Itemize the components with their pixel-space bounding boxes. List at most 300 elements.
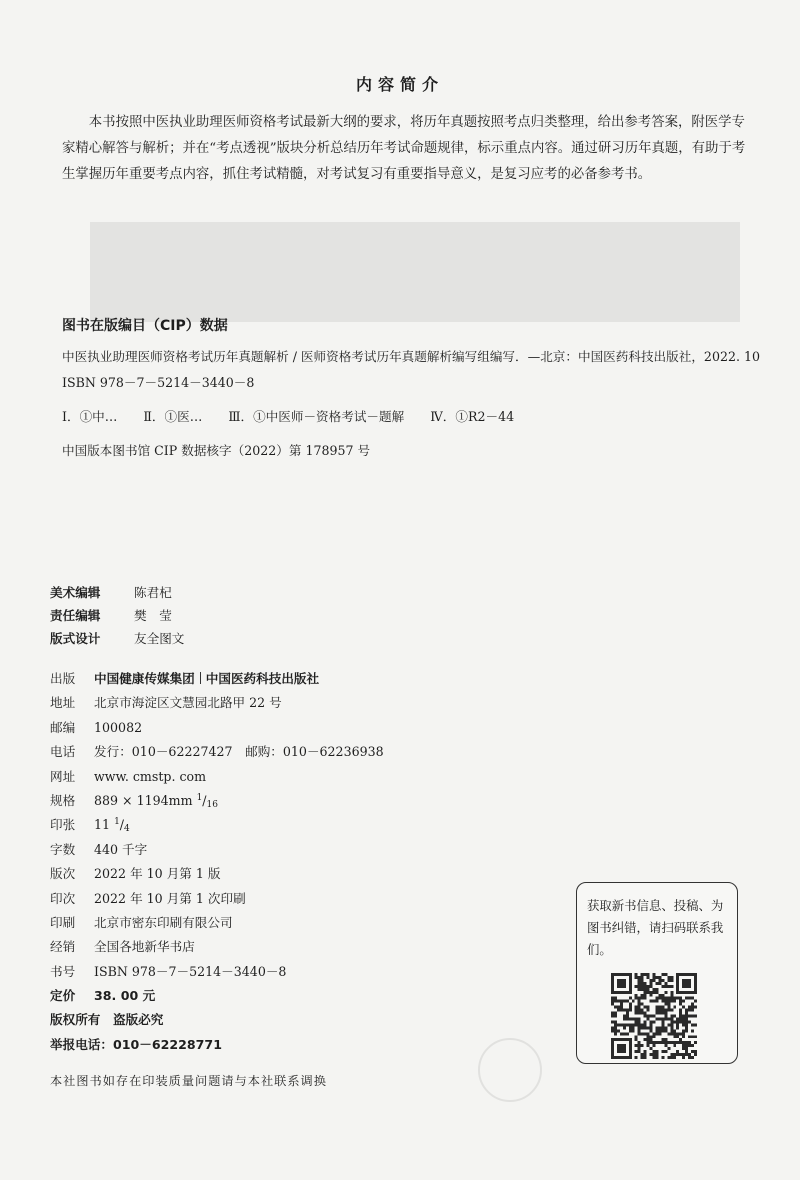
qr-module	[650, 985, 653, 988]
qr-module	[647, 1026, 650, 1029]
qr-module	[655, 982, 658, 985]
qr-module	[655, 1026, 658, 1029]
qr-module	[682, 1029, 685, 1032]
qr-module	[682, 1023, 685, 1026]
qr-module	[623, 1000, 626, 1003]
qr-module	[638, 1029, 641, 1032]
qr-module	[653, 1041, 656, 1044]
qr-module	[635, 1020, 638, 1023]
qr-module	[638, 1026, 641, 1029]
qr-module	[611, 997, 614, 1000]
publication-info	[50, 668, 384, 1058]
qr-module	[655, 988, 658, 991]
qr-module	[679, 1003, 682, 1006]
qr-module	[638, 1009, 641, 1012]
qr-module	[682, 1041, 685, 1044]
info-label: 定价	[50, 988, 76, 1004]
qr-module	[650, 1047, 653, 1050]
qr-module	[653, 1035, 656, 1038]
qr-module	[667, 1047, 670, 1050]
cip-category: Ⅰ．①中…	[62, 409, 118, 424]
cip-record-number: 中国版本图书馆 CIP 数据核字（2022）第 178957 号	[62, 443, 371, 458]
qr-module	[638, 979, 641, 982]
address-value: 北京市海淀区文慧园北路甲 22 号	[94, 695, 282, 711]
qr-module	[673, 1032, 676, 1035]
qr-module	[635, 1038, 638, 1041]
qr-module	[655, 1009, 658, 1012]
qr-module	[685, 1044, 688, 1047]
qr-module	[626, 1023, 629, 1026]
info-row-rights	[50, 1009, 384, 1033]
publisher-group: 中国健康传媒集团	[94, 671, 195, 686]
qr-module	[629, 1026, 632, 1029]
qr-module	[685, 997, 688, 1000]
qr-module	[664, 1044, 667, 1047]
qr-module	[691, 1035, 694, 1038]
qr-module	[661, 1038, 664, 1041]
distributor-value: 全国各地新华书店	[94, 939, 195, 955]
qr-module	[667, 1023, 670, 1026]
qr-module	[685, 1053, 688, 1056]
qr-module	[685, 1015, 688, 1018]
qr-module	[632, 1017, 635, 1020]
qr-module	[655, 1053, 658, 1056]
publisher-name: 中国医药科技出版社	[205, 671, 320, 686]
info-row-edition	[50, 863, 384, 887]
credit-value: 陈君杞	[134, 585, 172, 600]
qr-module	[679, 1012, 682, 1015]
qr-module	[641, 997, 644, 1000]
qr-module	[650, 1041, 653, 1044]
qr-module	[650, 994, 653, 997]
qr-text: 获取新书信息、投稿、为图书纠错，请扫码联系我们。	[587, 898, 724, 957]
qr-module	[670, 1041, 673, 1044]
qr-module	[653, 991, 656, 994]
qr-module	[661, 1017, 664, 1020]
qr-module	[653, 1020, 656, 1023]
qr-module	[670, 1029, 673, 1032]
info-row-postcode	[50, 717, 384, 741]
qr-module	[688, 1020, 691, 1023]
qr-module	[644, 988, 647, 991]
qr-module	[644, 1056, 647, 1059]
qr-module	[614, 1006, 617, 1009]
qr-module	[611, 1020, 614, 1023]
qr-module	[653, 979, 656, 982]
qr-module	[638, 1032, 641, 1035]
qr-module	[644, 994, 647, 997]
qr-module	[644, 1038, 647, 1041]
qr-module	[614, 1023, 617, 1026]
qr-module	[667, 1003, 670, 1006]
qr-module	[647, 1038, 650, 1041]
qr-module	[661, 1009, 664, 1012]
qr-module	[682, 1044, 685, 1047]
qr-module	[655, 976, 658, 979]
qr-module	[679, 1017, 682, 1020]
qr-module	[667, 1017, 670, 1020]
qr-module	[670, 1015, 673, 1018]
qr-module	[685, 1041, 688, 1044]
qr-module	[611, 1026, 614, 1029]
qr-module	[661, 994, 664, 997]
qr-module	[661, 985, 664, 988]
qr-module	[614, 1026, 617, 1029]
qr-module	[644, 1006, 647, 1009]
phone-value: 发行：010－62227427 邮购：010－62236938	[94, 744, 384, 760]
qr-module	[629, 1029, 632, 1032]
info-row-address	[50, 692, 384, 716]
qr-module	[623, 1032, 626, 1035]
sheets-fraction-numerator: 1	[114, 817, 120, 828]
qr-module	[682, 1035, 685, 1038]
qr-module	[655, 991, 658, 994]
qr-module	[691, 1044, 694, 1047]
info-label: 地址	[50, 695, 76, 711]
info-row-sheets: 印张 11 $^1/_4$	[50, 814, 384, 838]
qr-module	[661, 1029, 664, 1032]
qr-module	[638, 1017, 641, 1020]
qr-module	[629, 1009, 632, 1012]
qr-module	[670, 1017, 673, 1020]
info-row-publisher	[50, 668, 384, 692]
qr-module	[635, 976, 638, 979]
qr-module	[658, 994, 661, 997]
qr-module	[679, 1053, 682, 1056]
printer-value: 北京市密东印刷有限公司	[94, 914, 233, 930]
qr-module	[650, 1020, 653, 1023]
edition-value: 2022 年 10 月第 1 版	[94, 866, 221, 882]
qr-module	[623, 1009, 626, 1012]
qr-module	[670, 1000, 673, 1003]
footer-note: 本社图书如存在印装质量问题请与本社联系调换	[50, 1074, 327, 1088]
qr-module	[685, 1026, 688, 1029]
qr-module	[658, 982, 661, 985]
qr-module	[650, 979, 653, 982]
qr-module	[620, 1000, 623, 1003]
qr-module	[644, 1053, 647, 1056]
qr-module	[641, 1009, 644, 1012]
qr-module	[647, 1044, 650, 1047]
bleed-through-logo	[478, 1038, 542, 1102]
qr-module	[635, 1006, 638, 1009]
qr-module	[614, 1029, 617, 1032]
info-row-website	[50, 766, 384, 790]
qr-module	[650, 1015, 653, 1018]
qr-module	[635, 1044, 638, 1047]
qr-module	[632, 1029, 635, 1032]
qr-module	[655, 1000, 658, 1003]
info-label: 版次	[50, 866, 76, 882]
qr-module	[620, 1032, 623, 1035]
qr-module	[673, 1015, 676, 1018]
qr-module	[641, 988, 644, 991]
intro-title: 内容简介	[355, 75, 444, 94]
cip-categories	[62, 406, 536, 425]
info-row-price	[50, 985, 384, 1009]
qr-module	[667, 1041, 670, 1044]
credit-row	[50, 582, 184, 605]
qr-module	[647, 1017, 650, 1020]
qr-module	[644, 1026, 647, 1029]
qr-module	[670, 1026, 673, 1029]
qr-module	[635, 1009, 638, 1012]
qr-module	[658, 976, 661, 979]
qr-module	[638, 1041, 641, 1044]
qr-module	[647, 1035, 650, 1038]
qr-module	[647, 991, 650, 994]
qr-module	[658, 1009, 661, 1012]
qr-module	[670, 997, 673, 1000]
qr-module	[673, 997, 676, 1000]
qr-module	[626, 1000, 629, 1003]
qr-module	[679, 1038, 682, 1041]
info-row-distributor	[50, 936, 384, 960]
info-row-book-number	[50, 961, 384, 985]
qr-module	[691, 1056, 694, 1059]
qr-module	[653, 1056, 656, 1059]
qr-module	[670, 991, 673, 994]
qr-module	[635, 997, 638, 1000]
qr-module	[635, 1056, 638, 1059]
qr-module	[650, 991, 653, 994]
qr-module	[635, 1017, 638, 1020]
qr-module	[638, 997, 641, 1000]
qr-module	[647, 985, 650, 988]
qr-module	[679, 997, 682, 1000]
qr-module	[658, 1017, 661, 1020]
qr-module	[629, 997, 632, 1000]
cip-category: Ⅱ．①医…	[143, 409, 203, 424]
qr-module	[664, 1041, 667, 1044]
qr-module	[676, 1053, 679, 1056]
qr-module	[670, 1009, 673, 1012]
qr-module	[667, 979, 670, 982]
info-label: 电话	[50, 744, 76, 760]
qr-module	[653, 1032, 656, 1035]
qr-module	[676, 1026, 679, 1029]
qr-module	[611, 1003, 614, 1006]
qr-module	[682, 1015, 685, 1018]
qr-module	[661, 973, 664, 976]
qr-module	[667, 1009, 670, 1012]
qr-module	[626, 1012, 629, 1015]
qr-code-icon	[611, 973, 697, 1059]
qr-module	[682, 1006, 685, 1009]
qr-module	[655, 1032, 658, 1035]
qr-module	[658, 997, 661, 1000]
qr-module	[644, 1012, 647, 1015]
qr-module	[667, 1000, 670, 1003]
info-label: 规格	[50, 792, 76, 808]
qr-box	[576, 882, 738, 1064]
postcode-value: 100082	[94, 719, 143, 735]
qr-module	[658, 1026, 661, 1029]
qr-module	[676, 1020, 679, 1023]
qr-module	[691, 1003, 694, 1006]
price-value: 38. 00 元	[94, 988, 156, 1004]
qr-module	[644, 991, 647, 994]
qr-module	[688, 1041, 691, 1044]
qr-module	[641, 1026, 644, 1029]
qr-module	[664, 1050, 667, 1053]
qr-module	[638, 1012, 641, 1015]
qr-module	[667, 1032, 670, 1035]
format-fraction-numerator: 1	[196, 792, 203, 803]
qr-module	[694, 1050, 697, 1053]
qr-module	[682, 1020, 685, 1023]
qr-module	[661, 1050, 664, 1053]
qr-module	[679, 1032, 682, 1035]
qr-module	[664, 1000, 667, 1003]
qr-module	[688, 1006, 691, 1009]
qr-module	[688, 1053, 691, 1056]
qr-module	[623, 1015, 626, 1018]
qr-module	[638, 1000, 641, 1003]
qr-module	[661, 1041, 664, 1044]
bleed-through-band	[90, 222, 740, 322]
qr-module	[653, 976, 656, 979]
qr-module	[673, 1053, 676, 1056]
qr-module	[661, 979, 664, 982]
qr-module	[635, 1050, 638, 1053]
qr-module	[661, 1026, 664, 1029]
qr-module	[679, 1041, 682, 1044]
qr-module	[655, 1050, 658, 1053]
qr-module	[641, 1053, 644, 1056]
qr-module	[614, 1000, 617, 1003]
intro-body: 本书按照中医执业助理医师资格考试最新大纲的要求，将历年真题按照考点归类整理，给出参考答案，附医学专家精心解答与解析；并在“考点透视”版块分析总结历年考试命题规律，标示重点内容。通过研习历年真题，有助于考生掌握历年重要考点内容，抓住考试精髓，对考试复习有重要指导意义，是复习应考的必备参考书。	[62, 115, 746, 182]
info-label: 印张	[50, 817, 76, 833]
qr-module	[673, 1035, 676, 1038]
credit-row	[50, 605, 184, 628]
info-label: 书号	[50, 963, 76, 979]
qr-module	[638, 1044, 641, 1047]
qr-module	[638, 985, 641, 988]
separator	[200, 672, 201, 684]
info-label: 网址	[50, 768, 76, 784]
qr-module	[650, 1053, 653, 1056]
qr-module	[670, 979, 673, 982]
qr-module	[644, 997, 647, 1000]
qr-module	[682, 1047, 685, 1050]
qr-module	[685, 1009, 688, 1012]
qr-module	[661, 1000, 664, 1003]
credit-value: 樊 莹	[134, 608, 172, 623]
qr-module	[635, 994, 638, 997]
qr-module	[611, 1012, 614, 1015]
qr-module	[688, 1035, 691, 1038]
qr-module	[653, 1050, 656, 1053]
qr-module	[679, 1015, 682, 1018]
qr-module	[664, 1038, 667, 1041]
credit-label: 美术编辑	[50, 585, 101, 600]
qr-module	[647, 1006, 650, 1009]
qr-module	[670, 985, 673, 988]
qr-module	[664, 1003, 667, 1006]
qr-module	[688, 1015, 691, 1018]
qr-module	[626, 1032, 629, 1035]
qr-module	[661, 1006, 664, 1009]
qr-module	[623, 1023, 626, 1026]
qr-module	[673, 1041, 676, 1044]
qr-module	[664, 982, 667, 985]
qr-module	[658, 1029, 661, 1032]
qr-module	[653, 973, 656, 976]
qr-module	[611, 1029, 614, 1032]
qr-module	[694, 1006, 697, 1009]
qr-module	[611, 1015, 614, 1018]
info-row-printer	[50, 912, 384, 936]
qr-module	[667, 985, 670, 988]
info-row-phone	[50, 741, 384, 765]
credit-row	[50, 628, 184, 651]
report-phone: 举报电话：010－62228771	[50, 1036, 222, 1052]
qr-module	[685, 1029, 688, 1032]
qr-module	[650, 1029, 653, 1032]
info-label: 经销	[50, 939, 76, 955]
qr-module	[691, 1023, 694, 1026]
qr-module	[617, 1029, 620, 1032]
qr-module	[655, 1017, 658, 1020]
qr-module	[614, 1015, 617, 1018]
qr-module	[694, 1041, 697, 1044]
qr-module	[629, 1003, 632, 1006]
qr-module	[673, 1000, 676, 1003]
qr-module	[620, 1003, 623, 1006]
qr-module	[661, 1020, 664, 1023]
info-row-report	[50, 1034, 384, 1058]
qr-module	[685, 1047, 688, 1050]
qr-module	[650, 1035, 653, 1038]
qr-module	[620, 1023, 623, 1026]
qr-module	[694, 1023, 697, 1026]
qr-module	[638, 1006, 641, 1009]
qr-module	[650, 982, 653, 985]
qr-module	[611, 1000, 614, 1003]
qr-module	[691, 1029, 694, 1032]
qr-module	[685, 1017, 688, 1020]
qr-module	[664, 1015, 667, 1018]
rights-notice: 版权所有 盗版必究	[50, 1012, 164, 1028]
format-value: 889 × 1194mm	[94, 792, 193, 808]
website-value: www. cmstp. com	[94, 768, 207, 784]
qr-module	[638, 1047, 641, 1050]
cip-isbn: ISBN 978－7－5214－3440－8	[62, 375, 255, 390]
qr-module	[658, 979, 661, 982]
qr-module	[638, 1050, 641, 1053]
qr-module	[635, 1012, 638, 1015]
credit-value: 友全图文	[134, 631, 185, 646]
qr-module	[626, 1017, 629, 1020]
qr-module	[661, 1056, 664, 1059]
qr-module	[664, 1017, 667, 1020]
qr-module	[670, 976, 673, 979]
qr-module	[661, 1012, 664, 1015]
format-fraction-denominator: 16	[206, 799, 218, 810]
qr-module	[682, 1000, 685, 1003]
qr-module	[676, 1032, 679, 1035]
qr-module	[673, 1044, 676, 1047]
cip-category: Ⅲ．①中医师－资格考试－题解	[228, 409, 405, 424]
info-label: 印刷	[50, 914, 76, 930]
qr-module	[694, 1000, 697, 1003]
qr-module	[682, 1032, 685, 1035]
cip-category: Ⅳ．①R2－44	[430, 409, 515, 424]
qr-module	[641, 976, 644, 979]
qr-module	[664, 985, 667, 988]
qr-module	[691, 997, 694, 1000]
